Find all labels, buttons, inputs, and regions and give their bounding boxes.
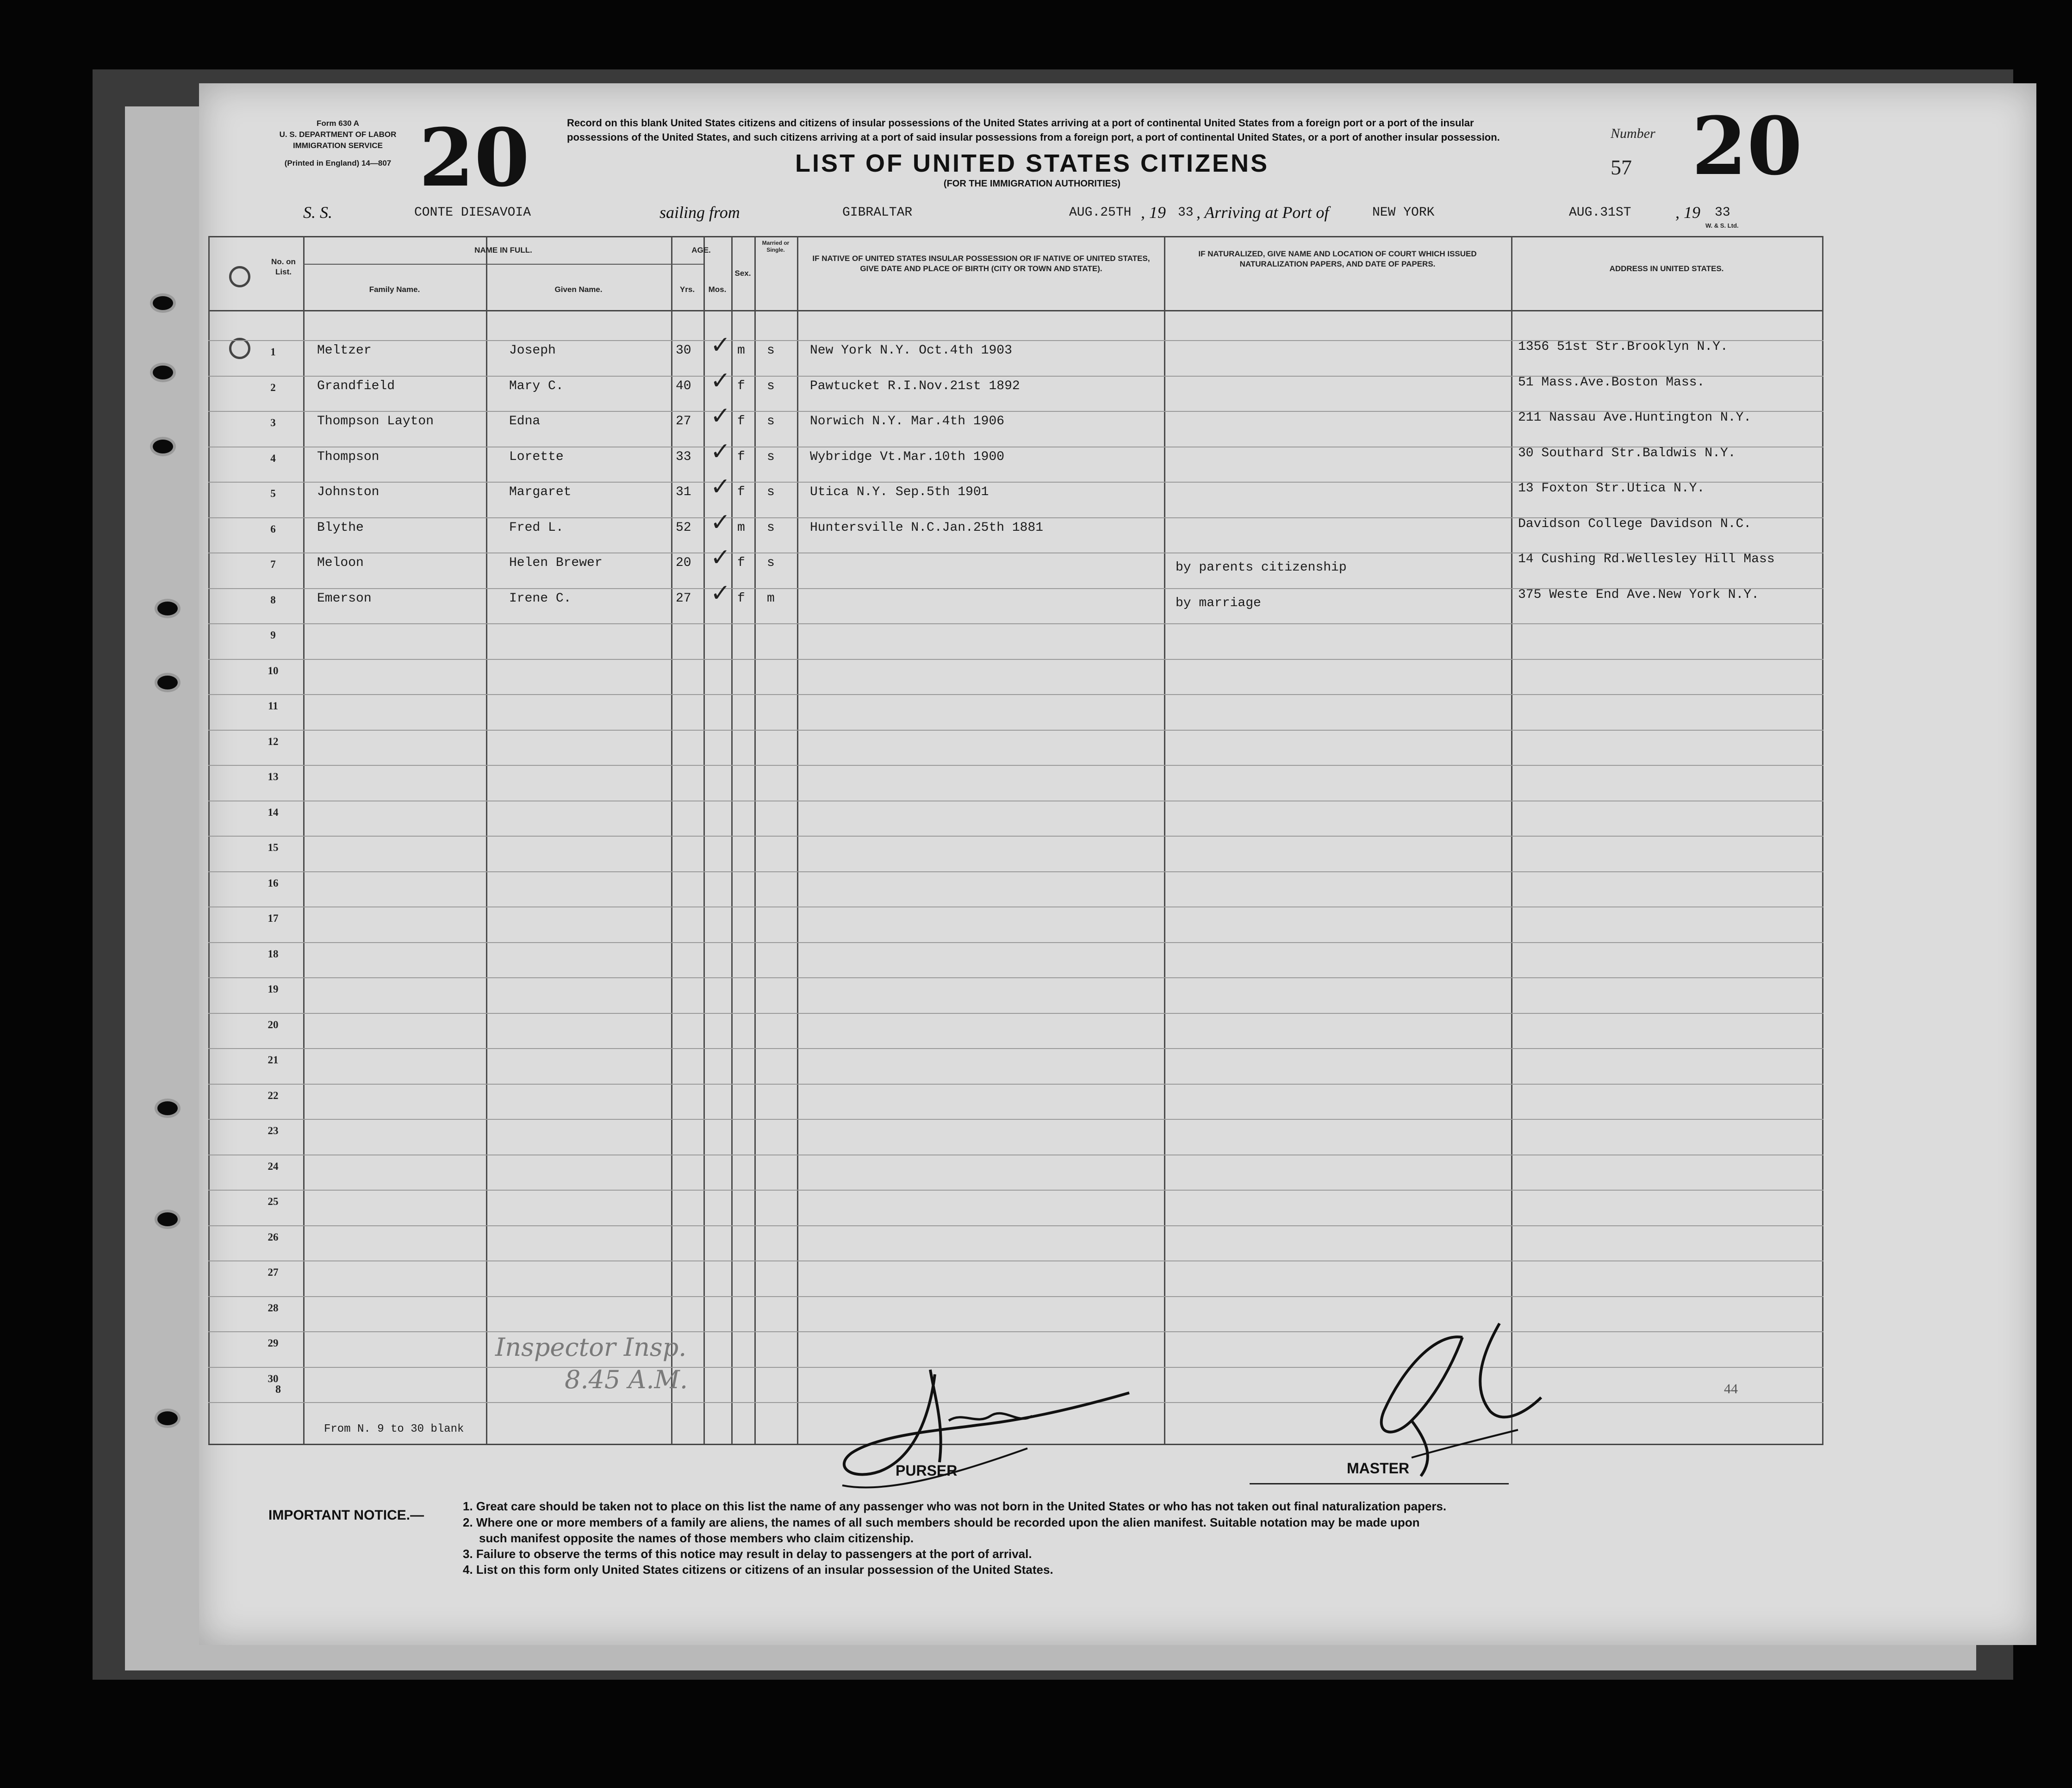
voyage-line (303, 200, 1830, 228)
column-rule (486, 236, 487, 1444)
ss-label: S. S. (303, 203, 332, 222)
family-name: Johnston (317, 485, 380, 499)
row-number: 8 (270, 594, 276, 606)
row-rule (208, 694, 1823, 695)
row-number: 24 (268, 1161, 279, 1172)
row-number: 28 (268, 1302, 279, 1314)
header-age: AGE. (691, 246, 711, 255)
family-name: Emerson (317, 591, 372, 606)
ship-name: CONTE DIESAVOIA (414, 205, 531, 220)
row-number: 15 (268, 842, 279, 853)
sex: f (737, 450, 745, 464)
binder-hole (157, 1101, 178, 1115)
sex: m (737, 521, 745, 535)
given-name: Irene C. (509, 591, 572, 606)
us-address: 211 Nassau Ave.Huntington N.Y. (1518, 410, 1752, 425)
sex: m (737, 343, 745, 358)
age-years: 30 (676, 343, 691, 358)
notice-item-4: 4. List on this form only United States citizens or citizens of an insular possession of the United States. (463, 1563, 1053, 1577)
form-identifier (266, 118, 410, 169)
arriving-label: , Arriving at Port of (1196, 203, 1329, 222)
row-number: 30 (268, 1373, 279, 1384)
master-signature (1342, 1319, 1550, 1481)
number-label: Number (1611, 126, 1655, 141)
given-name: Helen Brewer (509, 556, 603, 570)
column-rule (703, 236, 705, 1444)
document-subtitle: (FOR THE IMMIGRATION AUTHORITIES) (943, 179, 1121, 189)
row-rule (208, 906, 1823, 907)
binder-hole (153, 366, 173, 379)
header-name-in-full: NAME IN FULL. (474, 246, 532, 255)
column-rule (1822, 236, 1823, 1444)
printer-mark: W. & S. Ltd. (1705, 222, 1739, 229)
given-name: Mary C. (509, 379, 564, 393)
family-name: Meltzer (317, 343, 372, 358)
age-years: 20 (676, 556, 691, 570)
row-number: 3 (270, 417, 276, 428)
row-rule (208, 977, 1823, 978)
row-rule (208, 659, 1823, 660)
form-number: Form 630 A (317, 119, 359, 128)
us-address: 51 Mass.Ave.Boston Mass. (1518, 375, 1705, 390)
us-address: 1356 51st Str.Brooklyn N.Y. (1518, 340, 1728, 354)
checkmark-icon: ✓ (710, 579, 731, 607)
column-rule (754, 236, 756, 1444)
marital-status: s (767, 485, 775, 499)
row-count-total: 8 (275, 1384, 281, 1396)
row-number: 18 (268, 948, 279, 960)
us-address: 13 Foxton Str.Utica N.Y. (1518, 481, 1705, 496)
checkmark-icon: ✓ (710, 544, 731, 571)
binder-hole (153, 296, 173, 310)
sex: f (737, 485, 745, 499)
purser-signature (824, 1356, 1148, 1509)
notice-item-3: 3. Failure to observe the terms of this notice may result in delay to passengers at the port of arrival. (463, 1547, 1032, 1561)
row-rule (208, 623, 1823, 624)
header-years: Yrs. (679, 285, 695, 294)
family-name: Blythe (317, 521, 364, 535)
header-number: No. on List. (271, 257, 296, 276)
blank-rows-note: From N. 9 to 30 blank (324, 1423, 464, 1435)
row-rule (208, 1084, 1823, 1085)
family-name: Grandfield (317, 379, 395, 393)
column-rule (1511, 236, 1512, 1444)
age-years: 33 (676, 450, 691, 464)
row-number: 23 (268, 1125, 279, 1136)
row-rule (208, 871, 1823, 872)
header-instructions: Record on this blank United States citizens and citizens of insular possessions of the United States arriving at a port of continental United States from a foreign port or a port of the insular possessions of the United States, and such citizens arriving at a port of said insular possessions from a foreign port, a port of continental United States, or a port of another insular possession. (567, 117, 1500, 143)
row-number: 4 (270, 453, 276, 464)
notice-item-2: 2. Where one or more members of a family are aliens, the names of all such members should be recorded upon the alien manifest. Suitable notation may be made upon (463, 1515, 1420, 1529)
row-number: 13 (268, 771, 279, 782)
binder-hole (157, 676, 178, 689)
row-rule (208, 1190, 1823, 1191)
checkmark-icon: ✓ (710, 438, 731, 466)
sex: f (737, 591, 745, 606)
notice-item-1: 1. Great care should be taken not to place on this list the name of any passenger who was not born in the United States or who has not taken out final naturalization papers. (463, 1499, 1447, 1513)
row-rule (208, 1119, 1823, 1120)
checkmark-icon: ✓ (710, 473, 731, 501)
given-name: Fred L. (509, 521, 564, 535)
row-number: 25 (268, 1196, 279, 1207)
document-title: LIST OF UNITED STATES CITIZENS (795, 149, 1269, 177)
header-address: ADDRESS IN UNITED STATES. (1609, 264, 1724, 273)
purser-label: PURSER (896, 1462, 958, 1479)
us-address: 14 Cushing Rd.Wellesley Hill Mass (1518, 552, 1775, 566)
row-rule (208, 730, 1823, 731)
given-name: Margaret (509, 485, 572, 499)
naturalization: by marriage (1176, 596, 1261, 610)
marital-status: s (767, 450, 775, 464)
family-name: Thompson Layton (317, 414, 434, 428)
binder-hole (157, 1411, 178, 1425)
master-signature-line (1250, 1483, 1509, 1484)
age-years: 52 (676, 521, 691, 535)
row-number: 26 (268, 1231, 279, 1243)
us-address: 375 Weste End Ave.New York N.Y. (1518, 588, 1759, 602)
given-name: Joseph (509, 343, 556, 358)
marital-status: m (767, 591, 775, 606)
row-rule (208, 765, 1823, 766)
row-number: 10 (268, 665, 279, 677)
checkmark-icon: ✓ (710, 331, 731, 359)
arrival-year: 33 (1715, 205, 1730, 220)
us-address: 30 Southard Str.Baldwis N.Y. (1518, 446, 1736, 460)
row-number: 5 (270, 488, 276, 499)
list-number-left: 20 (419, 111, 530, 205)
inspector-time: 8.45 A.M. (565, 1365, 688, 1394)
row-number: 12 (268, 736, 279, 747)
column-rule (731, 236, 733, 1444)
marital-status: s (767, 379, 775, 393)
row-number: 29 (268, 1337, 279, 1349)
service-name: IMMIGRATION SERVICE (293, 141, 383, 150)
departure-year: 33 (1178, 205, 1194, 220)
binder-hole (157, 602, 178, 615)
row-rule (208, 942, 1823, 943)
age-years: 27 (676, 414, 691, 428)
inspector-note: Inspector Insp. (495, 1333, 687, 1362)
naturalization: by parents citizenship (1176, 560, 1347, 575)
row-rule (208, 1048, 1823, 1049)
subheader-rule (303, 264, 703, 265)
birthplace: Utica N.Y. Sep.5th 1901 (810, 485, 989, 499)
sailing-from-label: sailing from (660, 203, 740, 222)
master-label: MASTER (1347, 1460, 1410, 1477)
checkmark-icon: ✓ (710, 367, 731, 395)
year-prefix: , 19 (1141, 203, 1166, 222)
table-top-rule (208, 236, 1823, 237)
row-rule (208, 1296, 1823, 1297)
binder-hole (157, 1212, 178, 1226)
column-rule (1164, 236, 1165, 1444)
header-naturalized: IF NATURALIZED, GIVE NAME AND LOCATION OF COURT WHICH ISSUED NATURALIZATION PAPERS, AND DATE OF PAPERS. (1198, 249, 1477, 268)
arrival-port: NEW YORK (1372, 205, 1435, 220)
birthplace: Norwich N.Y. Mar.4th 1906 (810, 414, 1005, 428)
row-rule (208, 1225, 1823, 1226)
row-number: 27 (268, 1266, 279, 1278)
sex: f (737, 414, 745, 428)
column-rule (303, 236, 305, 1444)
given-name: Edna (509, 414, 541, 428)
row-number: 1 (270, 346, 276, 358)
row-number: 21 (268, 1054, 279, 1066)
age-years: 27 (676, 591, 691, 606)
arrival-date: AUG.31ST (1569, 205, 1631, 220)
row-rule (208, 836, 1823, 837)
family-name: Thompson (317, 450, 380, 464)
row-number: 19 (268, 983, 279, 995)
checkmark-icon: ✓ (710, 509, 731, 536)
age-years: 40 (676, 379, 691, 393)
row-number: 6 (270, 523, 276, 535)
page-mark: 44 (1724, 1381, 1738, 1397)
checkmark-icon: ✓ (710, 402, 731, 430)
marital-status: s (767, 414, 775, 428)
sex: f (737, 379, 745, 393)
birthplace: New York N.Y. Oct.4th 1903 (810, 343, 1012, 358)
important-notice-heading: IMPORTANT NOTICE.— (268, 1508, 424, 1523)
manifest-table (208, 236, 1823, 1453)
header-birthplace: IF NATIVE OF UNITED STATES INSULAR POSSESSION OR IF NATIVE OF UNITED STATES, GIVE DATE AND PLACE OF BIRTH (CITY OR TOWN AND STATE). (812, 254, 1150, 273)
row-number: 7 (270, 559, 276, 570)
department-name: U. S. DEPARTMENT OF LABOR (279, 130, 397, 139)
given-name: Lorette (509, 450, 564, 464)
marital-status: s (767, 521, 775, 535)
handwritten-number: 57 (1611, 155, 1632, 179)
binder-hole (153, 440, 173, 453)
row-number: 9 (270, 629, 276, 641)
year-prefix: , 19 (1675, 203, 1700, 222)
header-family-name: Family Name. (369, 285, 420, 294)
family-name: Meloon (317, 556, 364, 570)
column-rule (671, 236, 672, 1444)
notice-item-2-cont: such manifest opposite the names of those members who claim citizenship. (479, 1531, 914, 1545)
row-number: 16 (268, 877, 279, 889)
row-number: 20 (268, 1019, 279, 1031)
birthplace: Wybridge Vt.Mar.10th 1900 (810, 450, 1005, 464)
printing-note: (Printed in England) 14—807 (284, 159, 392, 168)
departure-date: AUG.25TH (1069, 205, 1132, 220)
list-number-right: 20 (1692, 99, 1803, 193)
marital-status: s (767, 343, 775, 358)
header-sex: Sex. (734, 269, 751, 278)
birthplace: Huntersville N.C.Jan.25th 1881 (810, 521, 1044, 535)
column-rule (208, 236, 210, 1444)
row-number: 11 (268, 700, 278, 712)
age-years: 31 (676, 485, 691, 499)
departure-port: GIBRALTAR (842, 205, 913, 220)
row-number: 22 (268, 1090, 279, 1101)
birthplace: Pawtucket R.I.Nov.21st 1892 (810, 379, 1020, 393)
marital-status: s (767, 556, 775, 570)
row-number: 14 (268, 807, 279, 818)
header-months: Mos. (708, 285, 727, 294)
row-rule (208, 1331, 1823, 1332)
row-rule (208, 1013, 1823, 1014)
column-rule (797, 236, 798, 1444)
row-rule (208, 1260, 1823, 1261)
us-address: Davidson College Davidson N.C. (1518, 517, 1752, 531)
row-number: 2 (270, 382, 276, 393)
header-bottom-rule (208, 310, 1823, 311)
header-given-name: Given Name. (554, 285, 603, 294)
header-married-single: Married or Single. (762, 240, 790, 253)
sex: f (737, 556, 745, 570)
row-number: 17 (268, 913, 279, 924)
